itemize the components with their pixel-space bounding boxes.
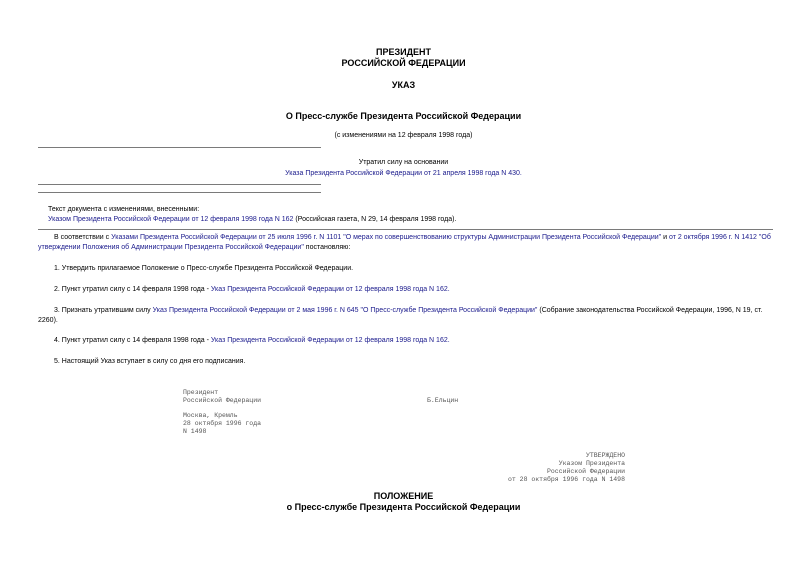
item-4-text: 4. Пункт утратил силу с 14 февраля 1998 года - [54,337,211,344]
approval-l3: Российской Федерации [546,468,625,475]
invalid-notice-text: Утратил силу на основании [358,159,449,166]
preamble-and: и [661,234,669,241]
approval-l2: Указом Президента [558,460,625,467]
signature-date: 28 октября 1996 года [183,420,262,427]
item-3-link[interactable]: Указ Президента Российской Федерации от 2 мая 1996 г. N 645 "О Пресс-службе Президента Российской Федерации" [152,307,538,314]
signature-name: Б.Ельцин [427,397,459,404]
header-president: ПРЕЗИДЕНТ [376,47,431,57]
doc-type: УКАЗ [391,80,416,90]
doc-title: О Пресс-службе Президента Российской Федерации [285,111,522,121]
divider [38,192,321,193]
approval-l4: от 28 октября 1996 года N 1498 [507,476,625,483]
changes-link[interactable]: Указом Президента Российской Федерации от 12 февраля 1998 года N 162 [48,216,294,223]
signature-place: Москва, Кремль [183,412,238,419]
item-3-suffix: (Собрание законодательства Российской Федерации, 1996, N 19, ст. 2260). [38,307,763,324]
item-2 [38,285,773,295]
item-5: 5. Настоящий Указ вступает в силу со дня его подписания. [54,358,246,365]
divider [38,229,773,230]
preamble-link-1101[interactable]: Указами Президента Российской Федерации от 25 июля 1996 г. N 1101 "О мерах по совершенствованию структуры Администрации Президента Российской Федерации" [111,234,662,241]
invalid-notice-link[interactable]: Указа Президента Российской Федерации от 21 апреля 1998 года N 430. [285,170,522,177]
regulation-subtitle: о Пресс-службе Президента Российской Федерации [286,502,521,512]
preamble-link-1412[interactable]: от 2 октября 1996 г. N 1412 "Об утверждении Положения об Администрации Президента Российской Федерации" [38,234,771,251]
changes-line [48,215,456,224]
signature-role-2: Российской Федерации [183,397,262,404]
preamble-decree: постановляю: [303,244,351,251]
item-4-link[interactable]: Указ Президента Российской Федерации от 12 февраля 1998 года N 162. [210,337,450,344]
revision-note: (с изменениями на 12 февраля 1998 года) [334,132,473,139]
item-3 [38,306,773,326]
changes-suffix: (Российская газета, N 29, 14 февраля 1998 года). [293,216,457,223]
divider [38,147,321,148]
preamble [38,233,773,253]
item-2-link[interactable]: Указ Президента Российской Федерации от 12 февраля 1998 года N 162. [210,286,450,293]
header-federation: РОССИЙСКОЙ ФЕДЕРАЦИИ [341,58,466,68]
signature-number: N 1498 [183,428,207,435]
item-4 [38,336,773,346]
regulation-title: ПОЛОЖЕНИЕ [373,491,434,501]
preamble-text: В соответствии с [54,234,112,241]
item-3-text: 3. Признать утратившим силу [54,307,153,314]
signature-role: Президент [183,389,219,396]
approval-l1: УТВЕРЖДЕНО [585,452,625,459]
changes-intro: Текст документа с изменениями, внесенными: [48,206,200,213]
item-2-text: 2. Пункт утратил силу с 14 февраля 1998 года - [54,286,211,293]
divider [38,184,321,185]
item-1: 1. Утвердить прилагаемое Положение о Пресс-службе Президента Российской Федерации. [54,265,354,272]
